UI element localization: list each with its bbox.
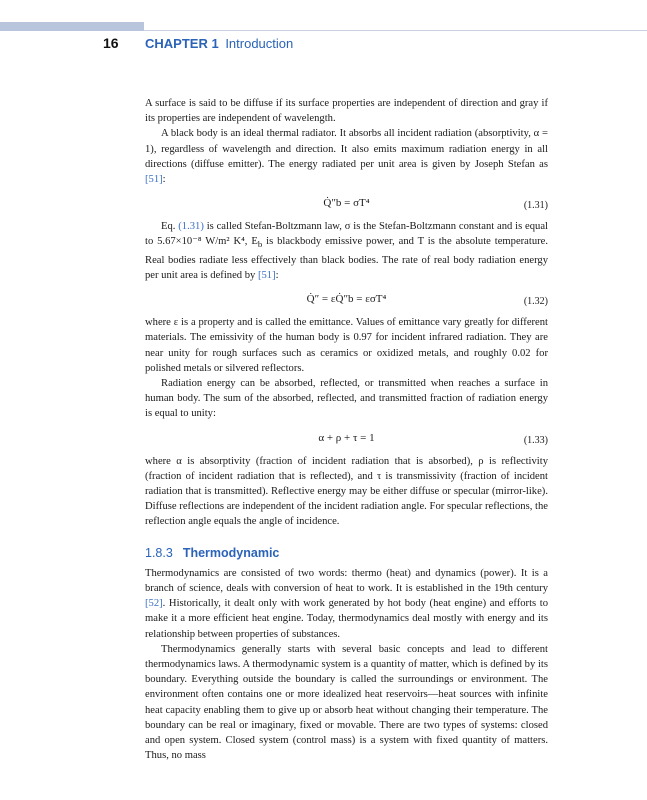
equation-expression: α + ρ + τ = 1 [318,431,375,444]
header-accent-bar [0,22,144,31]
paragraph: Thermodynamics are consisted of two words: thermo (heat) and dynamics (power). It is a branch of science, deals with conversion of heat to work. It is established in the 19th century [52]. Historically, it dealt only with work generated by hot body (heat engine) and efforts to make it a more efficient heat engine. Today, thermodynamics deal mostly with energy and its relationship between properties of substances. [145,567,548,640]
citation-link[interactable]: [52] [145,598,163,610]
equation-1-31 [145,191,548,217]
header-rule [144,30,647,31]
paragraph: Eq. (1.31) is called Stefan-Boltzmann law, σ is the Stefan-Boltzmann constant and is equal to 5.67×10⁻⁸ W/m² K⁴, $E_b$ is blackbody emissive power, and T is the absolute temperature. Real bodies radiate less effectively than black bodies. The rate of real body radiation energy per unit area is defined by [51]: [145,221,548,281]
citation-link[interactable]: [51] [257,269,276,281]
paragraph: where α is absorptivity (fraction of incident radiation that is absorbed), ρ is reflectivity (fraction of incident radiation that is reflected), and τ is transmissivity (fraction of incident radiation that is transmitted). Reflective energy may be either diffuse or specular (mirror-like). Diffuse reflections are independent of the incident radiation angle. For specular reflections, the reflection angle equals the angle of incidence. [145,455,548,528]
paragraph: Thermodynamics generally starts with several basic concepts and lead to different thermodynamics laws. A thermodynamic system is a quantity of matter, which is defined by its boundary. Everything outside the boundary is called the surroundings or environment. The environment often contains one or more idealized heat reservoirs—heat sources with infinite heat capacity enabling them to give up or absorb heat without changing their temperature. The boundary can be real or imaginary, fixed or movable. There are two types of systems: closed and open system. Closed system (control mass) is a system with fixed quantity of matters. Thus, no mass [145,643,548,762]
paragraph: where ε is a property and is called the emittance. Values of emittance vary greatly for different materials. The emissivity of the human body is 0.97 for incident infrared radiation. They are near unity for rough surfaces such as ceramics or oxidized metals, and roughly 0.02 for polished metals or silvered reflectors. [145,317,548,374]
chapter-title: Introduction [225,36,294,51]
running-header [145,36,293,51]
equation-number: (1.31) [523,200,548,212]
section-number: 1.8.3 [145,545,173,560]
page-number: 16 [103,35,119,51]
equation-number: (1.32) [523,296,548,308]
equation-link[interactable]: (1.31) [178,221,204,233]
section-title: Thermodynamic [182,545,280,560]
equation-1-32 [145,287,548,313]
section-heading [145,546,548,561]
citation-link[interactable]: [51] [145,174,163,186]
paragraph: Radiation energy can be absorbed, reflected, or transmitted when reaches a surface in human body. The sum of the absorbed, reflected, and transmitted fraction of radiation energy is equal to unity: [145,377,548,420]
page-body [145,96,548,763]
paragraph: A surface is said to be diffuse if its surface properties are independent of direction and gray if its properties are independent of wavelength. [145,98,548,125]
paragraph: A black body is an ideal thermal radiator. It absorbs all incident radiation (absorptivity, α = 1), regardless of wavelength and direction. It also emits maximum radiation energy in all directions (diffuse emitter). The energy radiated per unit area is given by Joseph Stefan as [51]: [145,128,548,186]
equation-expression: Q̇″ = εQ̇″b = εσT⁴ [306,293,387,306]
equation-1-33 [145,426,548,452]
chapter-label: CHAPTER 1 [145,36,219,51]
equation-number: (1.33) [523,434,548,446]
equation-expression: Q̇″b = σT⁴ [323,197,370,210]
